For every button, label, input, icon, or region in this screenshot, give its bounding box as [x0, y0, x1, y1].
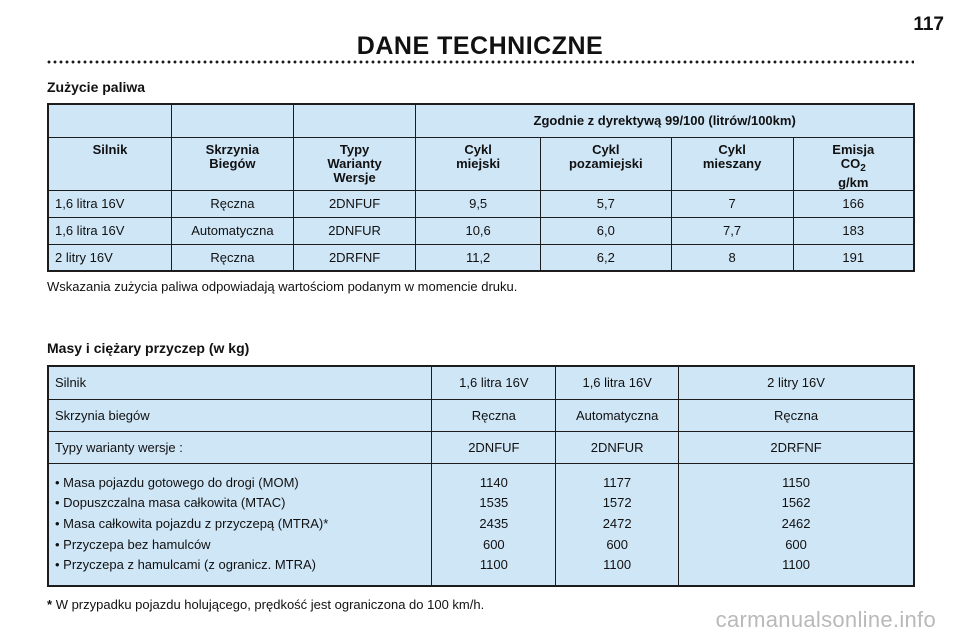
mass-value: 2462 [781, 515, 811, 531]
cell-gearbox: Ręczna [432, 399, 556, 431]
cell-urban: 10,6 [416, 217, 541, 244]
cell-emission: 191 [793, 244, 914, 271]
emission-subscript: 2 [860, 162, 866, 174]
page-title: DANE TECHNICZNE [356, 32, 604, 60]
cell-engine: 1,6 litra 16V [556, 366, 679, 399]
table-row [48, 366, 914, 399]
cell-type: 2DNFUR [556, 431, 679, 463]
cell-engine: 2 litry 16V [48, 244, 171, 271]
gearbox-label: Skrzynia biegów [48, 399, 432, 431]
cell-urban: 11,2 [416, 244, 541, 271]
cell-gearbox: Ręczna [679, 399, 914, 431]
mass-values-cell [679, 463, 914, 586]
table-row [48, 399, 914, 431]
cell-engine: 1,6 litra 16V [48, 190, 171, 217]
cell-mixed: 7,7 [671, 217, 793, 244]
trailer-mass-table [47, 365, 915, 587]
footnote-star: * [47, 597, 53, 612]
fuel-note: Wskazania zużycia paliwa odpowiadają wartościom podanym w momencie druku. [47, 279, 518, 294]
mass-label: • Przyczepa z hamulcami (z ogranicz. MTRA) [55, 557, 317, 573]
cell-mixed: 7 [671, 190, 793, 217]
cell-urban: 9,5 [416, 190, 541, 217]
empty-cell [171, 104, 293, 137]
mass-values-cell [556, 463, 679, 586]
table-row [48, 431, 914, 463]
mass-value: 1572 [602, 495, 632, 511]
emission-label: Emisja [832, 141, 875, 157]
mass-value: 1177 [603, 474, 632, 490]
mass-labels-cell [48, 463, 432, 586]
cell-emission: 183 [793, 217, 914, 244]
emission-co: CO [840, 155, 861, 171]
mass-label: • Dopuszczalna masa całkowita (MTAC) [55, 495, 286, 511]
header-mixed: Cykl mieszany [671, 137, 793, 190]
empty-cell [48, 104, 171, 137]
cell-mixed: 8 [671, 244, 793, 271]
dotted-divider [46, 60, 914, 64]
fuel-section-title: Zużycie paliwa [47, 79, 146, 95]
cell-extra-urban: 5,7 [540, 190, 671, 217]
mass-row [48, 463, 914, 586]
table-row [48, 217, 914, 244]
mass-value: 2472 [602, 515, 632, 531]
fuel-directive-row [48, 104, 914, 137]
cell-type: 2DNFUR [293, 217, 415, 244]
cell-extra-urban: 6,2 [540, 244, 671, 271]
mass-label: • Przyczepa bez hamulców [55, 536, 211, 552]
header-urban: Cykl miejski [416, 137, 541, 190]
footnote [47, 597, 484, 612]
mass-value: 1100 [603, 557, 632, 573]
cell-type: 2DNFUF [432, 431, 556, 463]
mass-value: 1100 [479, 557, 508, 573]
footnote-text: W przypadku pojazdu holującego, prędkość jest ograniczona do 100 km/h. [55, 597, 485, 612]
watermark: carmanualsonline.info [715, 607, 936, 632]
fuel-consumption-table [47, 103, 915, 272]
mass-values-cell [432, 463, 556, 586]
directive-header: Zgodnie z dyrektywą 99/100 (litrów/100km) [416, 104, 914, 137]
mass-value: 1562 [781, 495, 811, 511]
cell-emission: 166 [793, 190, 914, 217]
cell-gearbox: Automatyczna [556, 399, 679, 431]
cell-type: 2DRFNF [679, 431, 914, 463]
mass-value: 600 [606, 536, 629, 552]
empty-cell [293, 104, 415, 137]
fuel-header-row [48, 137, 914, 190]
cell-extra-urban: 6,0 [540, 217, 671, 244]
trailer-section-title: Masy i ciężary przyczep (w kg) [47, 340, 250, 356]
header-gearbox: Skrzynia Biegów [171, 137, 293, 190]
emission-co2 [800, 157, 907, 176]
page-number: 117 [913, 14, 944, 35]
engine-label: Silnik [48, 366, 432, 399]
header-types: Typy Warianty Wersje [293, 137, 415, 190]
cell-type: 2DNFUF [293, 190, 415, 217]
mass-label: • Masa całkowita pojazdu z przyczepą (MTRA)* [55, 515, 329, 531]
cell-gearbox: Ręczna [171, 190, 293, 217]
mass-value: 600 [482, 536, 505, 552]
table-row [48, 190, 914, 217]
mass-value: 1150 [782, 474, 811, 490]
cell-gearbox: Automatyczna [171, 217, 293, 244]
mass-value: 2435 [479, 515, 509, 531]
header-emission [793, 137, 914, 190]
table-row [48, 244, 914, 271]
mass-value: 1535 [479, 495, 509, 511]
header-extra-urban: Cykl pozamiejski [540, 137, 671, 190]
cell-gearbox: Ręczna [171, 244, 293, 271]
cell-engine: 1,6 litra 16V [432, 366, 556, 399]
types-label: Typy warianty wersje : [48, 431, 432, 463]
mass-label: • Masa pojazdu gotowego do drogi (MOM) [55, 474, 299, 490]
cell-engine: 1,6 litra 16V [48, 217, 171, 244]
mass-value: 600 [785, 536, 807, 552]
cell-type: 2DRFNF [293, 244, 415, 271]
mass-value: 1140 [479, 474, 508, 490]
header-engine: Silnik [48, 137, 171, 190]
cell-engine: 2 litry 16V [679, 366, 914, 399]
emission-unit: g/km [838, 174, 869, 190]
mass-value: 1100 [782, 557, 811, 573]
